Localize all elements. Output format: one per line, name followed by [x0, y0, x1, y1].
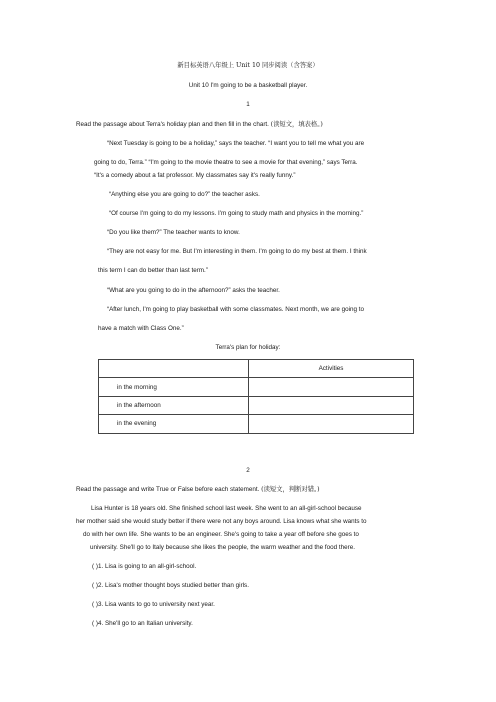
section-2-instruction-en: Read the passage and write True or False before each statement.	[76, 486, 260, 493]
chart-caption: Terra's plan for holiday:	[215, 344, 281, 351]
section-1-instruction	[76, 121, 323, 129]
passage-2-line: her mother said she would study better if there were not any boys around. Lisa knows what she wants to	[76, 518, 367, 525]
passage-1-line: this term I can do better than last term.”	[98, 267, 208, 274]
passage-1-line: “Next Tuesday is going to be a holiday,” says the teacher. “I want you to tell me what you are	[107, 140, 365, 147]
statement-item: ( )4. She'll go to an Italian university.	[92, 620, 193, 627]
passage-1-line: “After lunch, I'm going to play basketball with some classmates. Next month, we are going to	[107, 306, 365, 313]
unit-title: Unit 10 I'm going to be a basketball player.	[188, 82, 308, 89]
section-2-number: 2	[246, 467, 250, 474]
passage-1-line: “They are not easy for me. But I'm interesting in them. I'm going to do my best at them. I think	[107, 248, 367, 255]
passage-2-line: university. She'll go to Italy because she likes the people, the warm weather and the food there.	[90, 544, 356, 551]
chart-answer-cell[interactable]	[249, 415, 414, 433]
passage-1-line: going to do, Terra.” “I'm going to the movie theatre to see a movie for that evening,” says Terra.	[94, 159, 358, 166]
section-2-instruction-cn: (读短文，判断对错。)	[261, 486, 320, 493]
statement-item: ( )2. Lisa's mother thought boys studied better than girls.	[92, 582, 249, 589]
chart-header-row	[99, 360, 414, 378]
section-1-number: 1	[246, 101, 250, 108]
section-1-instruction-cn: (读短文，填表格。)	[270, 121, 323, 128]
holiday-plan-chart	[98, 359, 414, 434]
statement-item: ( )1. Lisa is going to an all-girl-school.	[92, 563, 197, 570]
passage-1-line: “Anything else you are going to do?” the teacher asks.	[109, 191, 260, 198]
chart-empty-cell	[99, 360, 249, 378]
chart-answer-cell[interactable]	[249, 378, 414, 396]
passage-2-line: do with her own life. She wants to be an engineer. She's going to take a year off before she goes to	[83, 531, 359, 538]
chart-header-activities: Activities	[249, 360, 414, 378]
passage-1-line: “Do you like them?” The teacher wants to know.	[107, 229, 240, 236]
passage-1-line: “It's a comedy about a fat professor. My classmates say it's really funny.”	[94, 172, 296, 179]
passage-1-line: have a match with Class One.”	[98, 325, 184, 332]
passage-2-line: Lisa Hunter is 18 years old. She finished school last week. She went to an all-girl-school because	[91, 505, 362, 512]
passage-1-line: “What are you going to do in the afternoon?” asks the teacher.	[107, 287, 280, 294]
chart-row	[99, 378, 414, 396]
document-title: 新目标英语八年级上 Unit 10 同步阅读（含答案）	[177, 62, 319, 69]
chart-answer-cell[interactable]	[249, 396, 414, 414]
section-2-instruction	[76, 486, 320, 494]
section-1-instruction-en: Read the passage about Terra's holiday plan and then fill in the chart.	[76, 121, 269, 128]
chart-row-label: in the morning	[99, 378, 249, 396]
chart-row-label: in the evening	[99, 415, 249, 433]
statement-item: ( )3. Lisa wants to go to university next year.	[92, 601, 215, 608]
chart-row	[99, 415, 414, 433]
passage-1-line: “Of course I'm going to do my lessons. I'm going to study math and physics in the morning.”	[109, 210, 364, 217]
chart-row-label: in the afternoon	[99, 396, 249, 414]
chart-row	[99, 396, 414, 414]
